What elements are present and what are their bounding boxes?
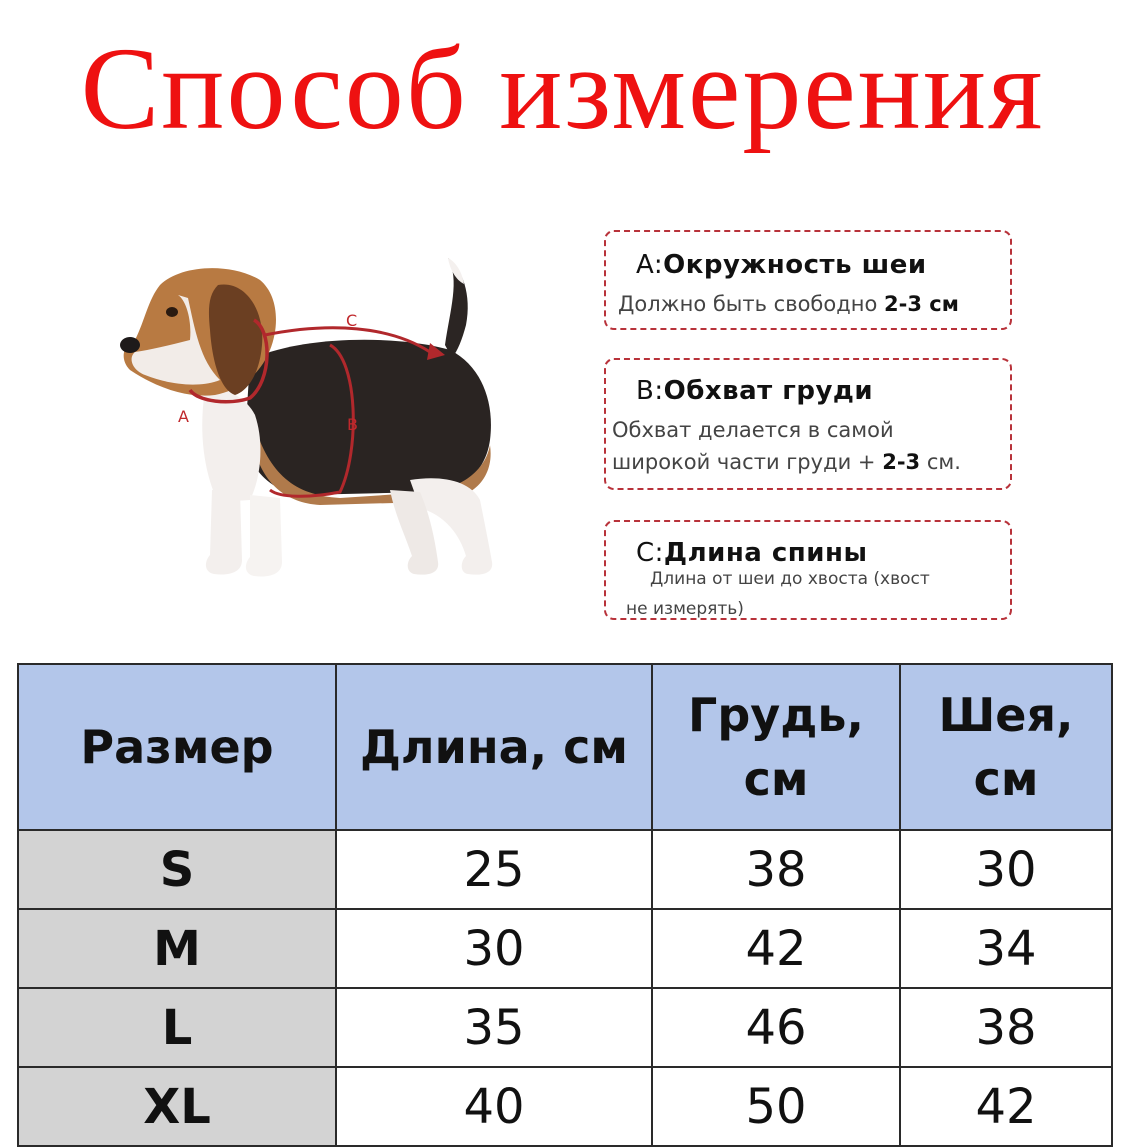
measure-c-desc-line2: не измерять) [626,599,744,619]
measure-b-desc-line2: широкой части груди + [612,450,876,474]
neck-cell: 34 [900,909,1112,988]
measure-c-desc-line1: Длина от шеи до хвоста [650,569,869,589]
length-cell: 25 [336,830,652,909]
measure-b-letter: B: [636,376,664,406]
measure-chest-box [604,358,1012,490]
size-cell: L [18,988,336,1067]
header-size: Размер [18,664,336,830]
chest-cell: 50 [652,1067,900,1146]
label-b: B [347,415,358,434]
length-cell: 35 [336,988,652,1067]
neck-cell: 38 [900,988,1112,1067]
measure-neck-box [604,230,1012,330]
measure-c-letter: C: [636,538,664,568]
chest-cell: 46 [652,988,900,1067]
table-header-row [18,664,1112,830]
header-chest: Грудь, см [652,664,900,830]
label-c: C [346,311,358,330]
measure-a-value: 2-3 см [884,292,959,316]
measure-b-value: 2-3 [882,450,921,474]
measure-b-name: Обхват груди [663,376,874,406]
length-cell: 40 [336,1067,652,1146]
neck-cell: 30 [900,830,1112,909]
measure-back-box [604,520,1012,620]
header-length: Длина, см [336,664,652,830]
size-cell: XL [18,1067,336,1146]
measure-a-letter: A: [636,250,664,280]
measure-c-desc-extra: (хвост [873,569,930,589]
label-a: A [178,407,189,426]
chest-cell: 38 [652,830,900,909]
page-title: Способ измерения [80,23,1045,154]
dog-measurement-diagram [100,240,580,600]
measure-b-desc-line1: Обхват делается в самой [612,418,894,442]
measure-a-name: Окружность шеи [663,250,927,280]
measure-a-desc: Должно быть свободно [618,292,878,316]
table-row [18,909,1112,988]
table-row [18,830,1112,909]
table-row [18,1067,1112,1146]
size-table [17,663,1113,1147]
measure-b-unit: см. [926,450,961,474]
size-cell: S [18,830,336,909]
header-neck: Шея, см [900,664,1112,830]
size-cell: M [18,909,336,988]
table-row [18,988,1112,1067]
length-cell: 30 [336,909,652,988]
measure-c-name: Длина спины [663,538,868,568]
neck-cell: 42 [900,1067,1112,1146]
chest-cell: 42 [652,909,900,988]
